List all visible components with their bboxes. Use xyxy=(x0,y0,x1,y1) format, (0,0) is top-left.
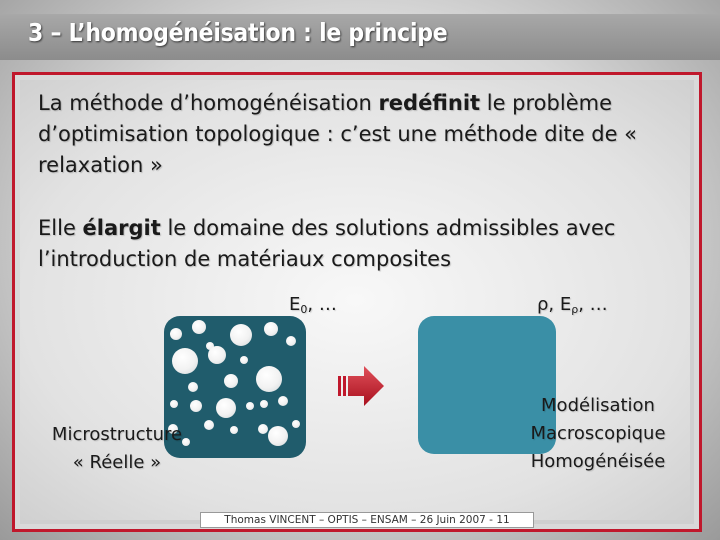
right-parameter-label xyxy=(537,294,608,316)
inclusion xyxy=(192,320,206,334)
inclusion xyxy=(204,420,214,430)
inclusion xyxy=(170,400,178,408)
emphasis-elargit: élargit xyxy=(82,216,161,240)
inclusion xyxy=(246,402,254,410)
paragraph-relaxation-end: le problème d’optimisation topologique : c’est une méthode dite de « relaxation » xyxy=(38,91,638,177)
inclusion xyxy=(230,324,252,346)
paragraph-composites xyxy=(38,213,688,275)
macroscopic-caption-line2: Macroscopique xyxy=(530,423,666,444)
inclusion xyxy=(264,322,278,336)
paragraph-composites-end: le domaine des solutions admissibles avec l’introduction de matériaux composites xyxy=(38,216,616,271)
slide-footer: Thomas VINCENT – OPTIS – ENSAM – 26 Juin 2007 - 11 xyxy=(200,512,534,528)
microstructure-caption xyxy=(34,421,200,477)
inclusion xyxy=(286,336,296,346)
inclusion xyxy=(256,366,282,392)
inclusion xyxy=(216,398,236,418)
inclusion xyxy=(224,374,238,388)
inclusion xyxy=(188,382,198,392)
macroscopic-caption-line1: Modélisation xyxy=(541,395,655,416)
left-param-symbol: E xyxy=(289,294,301,315)
paragraph-composites-start: Elle xyxy=(38,216,83,240)
left-parameter-label xyxy=(289,294,337,316)
inclusion xyxy=(292,420,300,428)
microstructure-caption-line2: « Réelle » xyxy=(72,452,162,473)
right-param-subscript: ρ xyxy=(571,303,579,316)
inclusion xyxy=(170,328,182,340)
inclusion xyxy=(278,396,288,406)
inclusion xyxy=(208,346,226,364)
paragraph-relaxation-start: La méthode d’homogénéisation xyxy=(38,91,379,115)
microstructure-caption-line1: Microstructure xyxy=(51,424,183,445)
inclusion xyxy=(190,400,202,412)
inclusion xyxy=(240,356,248,364)
right-param-suffix: , … xyxy=(578,294,608,315)
inclusion xyxy=(268,426,288,446)
macroscopic-caption xyxy=(510,392,686,476)
slide-title: 3 – L’homogénéisation : le principe xyxy=(28,18,448,47)
paragraph-relaxation xyxy=(38,88,688,181)
right-param-prefix: ρ, E xyxy=(537,294,572,315)
inclusion xyxy=(172,348,198,374)
inclusion xyxy=(258,424,268,434)
macroscopic-caption-line3: Homogénéisée xyxy=(530,451,666,472)
left-param-subscript: 0 xyxy=(300,303,308,316)
inclusion xyxy=(260,400,268,408)
emphasis-redefinit: redéfinit xyxy=(378,91,481,115)
inclusion xyxy=(230,426,238,434)
arrow-right-icon xyxy=(338,362,386,410)
left-param-suffix: , … xyxy=(307,294,337,315)
